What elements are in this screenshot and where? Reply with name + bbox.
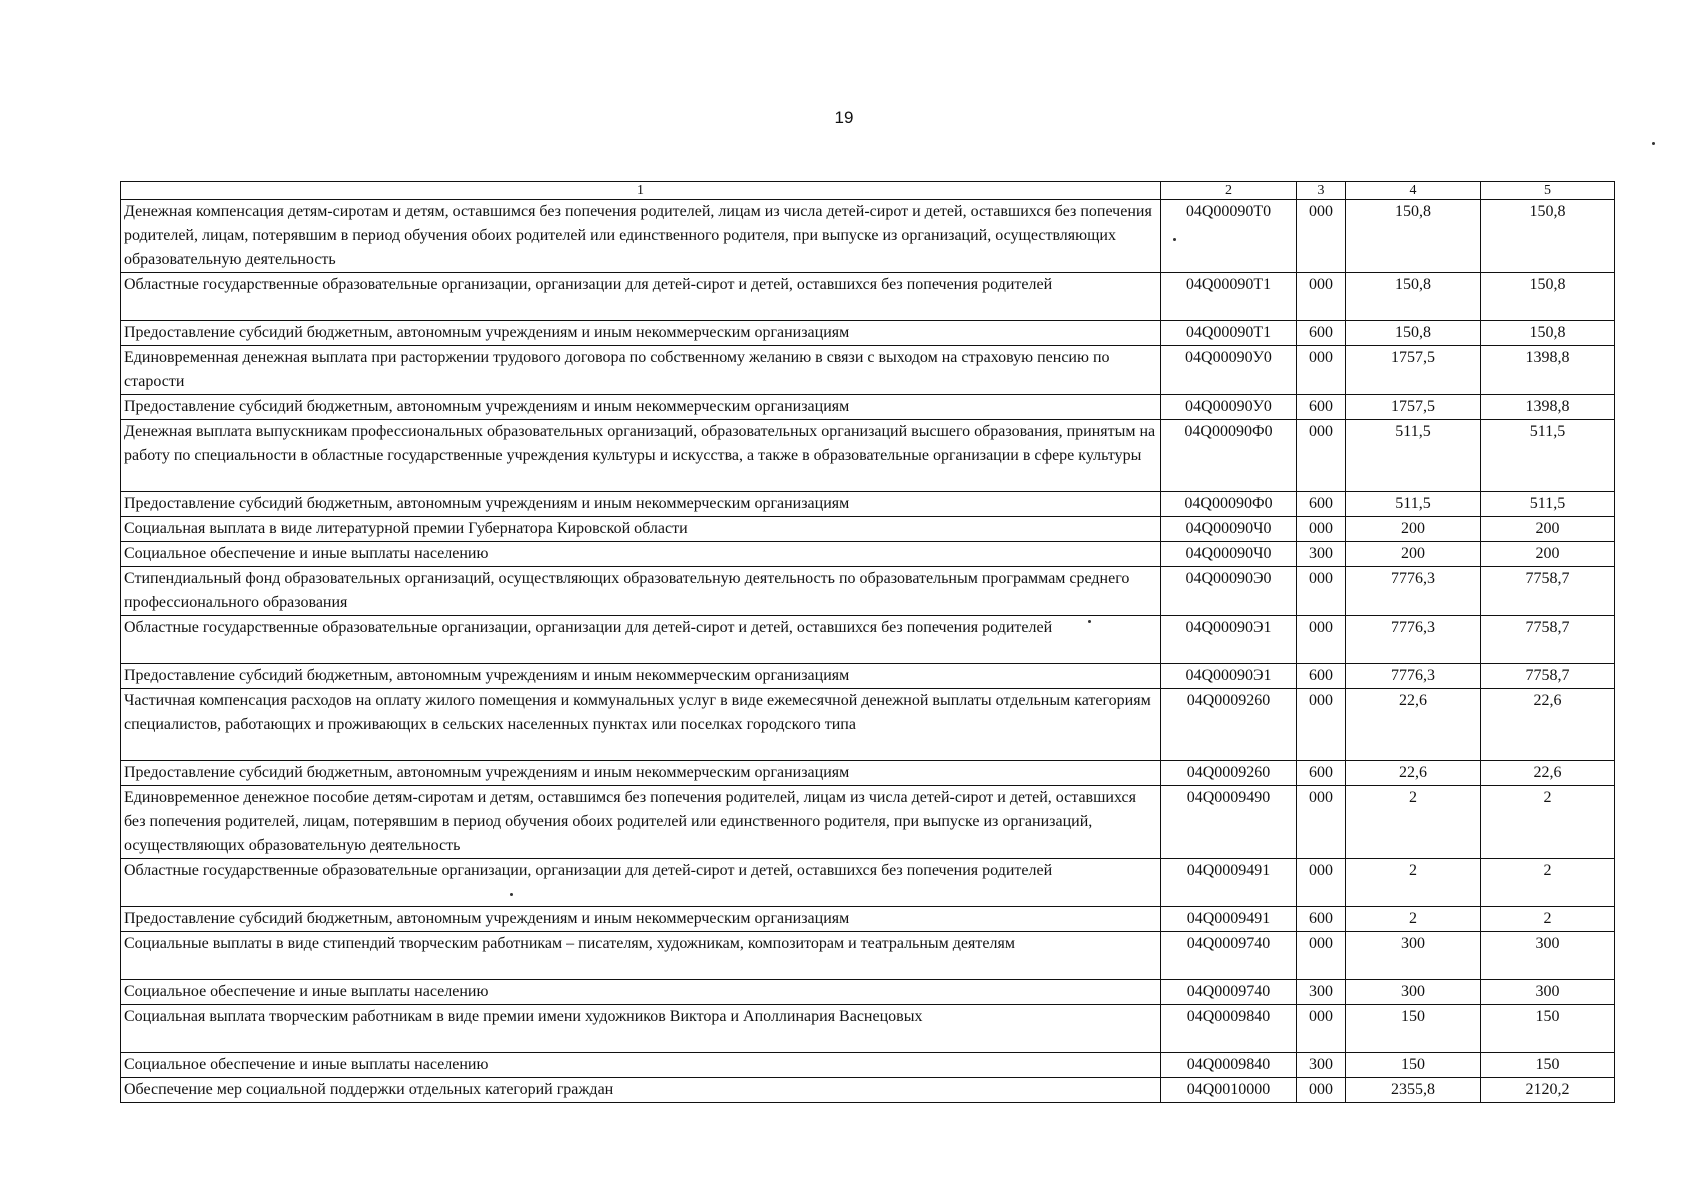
row-amount-col4: 2355,8 (1346, 1078, 1481, 1103)
row-expense-type: 600 (1297, 395, 1346, 420)
row-expense-type: 000 (1297, 1078, 1346, 1103)
table-row (121, 517, 1615, 542)
row-amount-col5: 7758,7 (1481, 567, 1615, 616)
row-target-code: 04Q00090Ч0 (1161, 542, 1297, 567)
row-amount-col4: 7776,3 (1346, 664, 1481, 689)
header-col-3: 3 (1297, 182, 1346, 200)
row-target-code: 04Q0009491 (1161, 859, 1297, 907)
row-amount-col5: 22,6 (1481, 761, 1615, 786)
table-row (121, 1005, 1615, 1053)
row-amount-col4: 22,6 (1346, 761, 1481, 786)
row-target-code: 04Q00090Ф0 (1161, 492, 1297, 517)
row-amount-col4: 7776,3 (1346, 567, 1481, 616)
row-amount-col4: 2 (1346, 859, 1481, 907)
table-row (121, 492, 1615, 517)
row-amount-col4: 7776,3 (1346, 616, 1481, 664)
table-row (121, 420, 1615, 492)
row-expense-type: 000 (1297, 517, 1346, 542)
row-target-code: 04Q00090Ф0 (1161, 420, 1297, 492)
row-target-code: 04Q0009491 (1161, 907, 1297, 932)
table-row (121, 321, 1615, 346)
scan-speck (1173, 238, 1176, 241)
row-expense-type: 300 (1297, 980, 1346, 1005)
row-description: Единовременное денежное пособие детям-сиротам и детям, оставшимся без попечения родителей, лицам из числа детей-сирот и детей, оставшихся без попечения родителей, лицам, потерявшим в период обучения обоих родителей или единственного родителя, при выпуске из организаций, осуществляющих образовательную деятельность (121, 786, 1161, 859)
row-expense-type: 300 (1297, 542, 1346, 567)
row-target-code: 04Q00090У0 (1161, 395, 1297, 420)
row-target-code: 04Q0009840 (1161, 1053, 1297, 1078)
row-amount-col4: 150,8 (1346, 200, 1481, 273)
row-amount-col4: 300 (1346, 932, 1481, 980)
row-description: Областные государственные образовательные организации, организации для детей-сирот и детей, оставшихся без попечения родителей (121, 616, 1161, 664)
row-amount-col4: 511,5 (1346, 492, 1481, 517)
scan-speck (1652, 142, 1655, 145)
row-target-code: 04Q00090Т1 (1161, 321, 1297, 346)
table-row (121, 859, 1615, 907)
row-expense-type: 600 (1297, 907, 1346, 932)
row-expense-type: 600 (1297, 664, 1346, 689)
row-description: Стипендиальный фонд образовательных организаций, осуществляющих образовательную деятельность по образовательным программам среднего профессионального образования (121, 567, 1161, 616)
row-description: Предоставление субсидий бюджетным, автономным учреждениям и иным некоммерческим организациям (121, 395, 1161, 420)
row-expense-type: 000 (1297, 616, 1346, 664)
row-amount-col4: 1757,5 (1346, 395, 1481, 420)
row-amount-col4: 150 (1346, 1053, 1481, 1078)
row-target-code: 04Q0009260 (1161, 761, 1297, 786)
row-amount-col5: 511,5 (1481, 492, 1615, 517)
row-amount-col5: 1398,8 (1481, 395, 1615, 420)
header-col-4: 4 (1346, 182, 1481, 200)
row-target-code: 04Q00090У0 (1161, 346, 1297, 395)
row-target-code: 04Q0009840 (1161, 1005, 1297, 1053)
row-description: Социальная выплата творческим работникам в виде премии имени художников Виктора и Аполлинария Васнецовых (121, 1005, 1161, 1053)
row-description: Денежная выплата выпускникам профессиональных образовательных организаций, образовательных организаций высшего образования, принятым на работу по специальности в областные государственные учреждения культуры и искусства, а также в образовательные организации в сфере культуры (121, 420, 1161, 492)
page-number: 19 (834, 108, 854, 127)
row-description: Социальное обеспечение и иные выплаты населению (121, 542, 1161, 567)
row-amount-col5: 7758,7 (1481, 664, 1615, 689)
row-expense-type: 000 (1297, 932, 1346, 980)
row-amount-col5: 2 (1481, 786, 1615, 859)
table-row (121, 1078, 1615, 1103)
row-description: Денежная компенсация детям-сиротам и детям, оставшимся без попечения родителей, лицам из числа детей-сирот и детей, оставшихся без попечения родителей, лицам, потерявшим в период обучения обоих родителей или единственного родителя, при выпуске из организаций, осуществляющих образовательную деятельность (121, 200, 1161, 273)
row-expense-type: 000 (1297, 200, 1346, 273)
table-row (121, 200, 1615, 273)
row-amount-col4: 511,5 (1346, 420, 1481, 492)
row-target-code: 04Q0009740 (1161, 980, 1297, 1005)
row-description: Обеспечение мер социальной поддержки отдельных категорий граждан (121, 1078, 1161, 1103)
row-expense-type: 000 (1297, 567, 1346, 616)
table-row (121, 567, 1615, 616)
row-expense-type: 000 (1297, 689, 1346, 761)
row-amount-col4: 2 (1346, 786, 1481, 859)
row-expense-type: 000 (1297, 273, 1346, 321)
row-target-code: 04Q0009260 (1161, 689, 1297, 761)
row-amount-col5: 2 (1481, 859, 1615, 907)
row-amount-col5: 200 (1481, 517, 1615, 542)
row-amount-col4: 200 (1346, 542, 1481, 567)
row-amount-col4: 150,8 (1346, 321, 1481, 346)
header-col-2: 2 (1161, 182, 1297, 200)
row-amount-col5: 300 (1481, 980, 1615, 1005)
row-target-code: 04Q00090Ч0 (1161, 517, 1297, 542)
row-target-code: 04Q0010000 (1161, 1078, 1297, 1103)
scan-speck (510, 893, 513, 896)
row-description: Предоставление субсидий бюджетным, автономным учреждениям и иным некоммерческим организациям (121, 761, 1161, 786)
scan-speck (1088, 620, 1091, 623)
row-amount-col5: 2120,2 (1481, 1078, 1615, 1103)
row-description: Социальные выплаты в виде стипендий творческим работникам – писателям, художникам, композиторам и театральным деятелям (121, 932, 1161, 980)
row-amount-col4: 22,6 (1346, 689, 1481, 761)
table-row (121, 616, 1615, 664)
row-description: Частичная компенсация расходов на оплату жилого помещения и коммунальных услуг в виде ежемесячной денежной выплаты отдельным категориям специалистов, работающих и проживающих в сельских населенных пунктах или поселках городского типа (121, 689, 1161, 761)
row-expense-type: 600 (1297, 492, 1346, 517)
table-row (121, 786, 1615, 859)
row-target-code: 04Q00090Э1 (1161, 664, 1297, 689)
table-row (121, 542, 1615, 567)
table-row (121, 1053, 1615, 1078)
header-col-1: 1 (121, 182, 1161, 200)
row-amount-col5: 200 (1481, 542, 1615, 567)
table-row (121, 761, 1615, 786)
row-amount-col4: 150,8 (1346, 273, 1481, 321)
row-amount-col5: 150,8 (1481, 321, 1615, 346)
row-description: Предоставление субсидий бюджетным, автономным учреждениям и иным некоммерческим организациям (121, 321, 1161, 346)
row-expense-type: 000 (1297, 859, 1346, 907)
budget-table (120, 181, 1615, 1103)
row-amount-col5: 7758,7 (1481, 616, 1615, 664)
row-target-code: 04Q00090Т0 (1161, 200, 1297, 273)
row-expense-type: 000 (1297, 420, 1346, 492)
row-expense-type: 600 (1297, 321, 1346, 346)
row-expense-type: 000 (1297, 346, 1346, 395)
row-amount-col5: 150 (1481, 1053, 1615, 1078)
row-description: Областные государственные образовательные организации, организации для детей-сирот и детей, оставшихся без попечения родителей (121, 859, 1161, 907)
row-amount-col5: 22,6 (1481, 689, 1615, 761)
table-row (121, 346, 1615, 395)
row-amount-col5: 511,5 (1481, 420, 1615, 492)
row-amount-col5: 150,8 (1481, 200, 1615, 273)
row-amount-col5: 1398,8 (1481, 346, 1615, 395)
table-row (121, 689, 1615, 761)
table-row (121, 907, 1615, 932)
row-target-code: 04Q00090Э0 (1161, 567, 1297, 616)
row-amount-col5: 150 (1481, 1005, 1615, 1053)
row-target-code: 04Q0009740 (1161, 932, 1297, 980)
table-row (121, 395, 1615, 420)
table-row (121, 980, 1615, 1005)
row-expense-type: 300 (1297, 1053, 1346, 1078)
row-description: Предоставление субсидий бюджетным, автономным учреждениям и иным некоммерческим организациям (121, 664, 1161, 689)
row-target-code: 04Q00090Э1 (1161, 616, 1297, 664)
table-row (121, 932, 1615, 980)
row-target-code: 04Q0009490 (1161, 786, 1297, 859)
row-amount-col5: 300 (1481, 932, 1615, 980)
row-amount-col4: 300 (1346, 980, 1481, 1005)
row-expense-type: 600 (1297, 761, 1346, 786)
row-expense-type: 000 (1297, 786, 1346, 859)
row-description: Предоставление субсидий бюджетным, автономным учреждениям и иным некоммерческим организациям (121, 907, 1161, 932)
row-description: Социальное обеспечение и иные выплаты населению (121, 1053, 1161, 1078)
row-amount-col4: 2 (1346, 907, 1481, 932)
table-header-row (121, 182, 1615, 200)
row-expense-type: 000 (1297, 1005, 1346, 1053)
row-amount-col5: 2 (1481, 907, 1615, 932)
row-description: Предоставление субсидий бюджетным, автономным учреждениям и иным некоммерческим организациям (121, 492, 1161, 517)
row-amount-col4: 1757,5 (1346, 346, 1481, 395)
row-amount-col4: 200 (1346, 517, 1481, 542)
table-row (121, 664, 1615, 689)
header-col-5: 5 (1481, 182, 1615, 200)
row-amount-col5: 150,8 (1481, 273, 1615, 321)
row-description: Областные государственные образовательные организации, организации для детей-сирот и детей, оставшихся без попечения родителей (121, 273, 1161, 321)
row-amount-col4: 150 (1346, 1005, 1481, 1053)
row-description: Единовременная денежная выплата при расторжении трудового договора по собственному желанию в связи с выходом на страховую пенсию по старости (121, 346, 1161, 395)
row-description: Социальное обеспечение и иные выплаты населению (121, 980, 1161, 1005)
row-target-code: 04Q00090Т1 (1161, 273, 1297, 321)
row-description: Социальная выплата в виде литературной премии Губернатора Кировской области (121, 517, 1161, 542)
table-row (121, 273, 1615, 321)
